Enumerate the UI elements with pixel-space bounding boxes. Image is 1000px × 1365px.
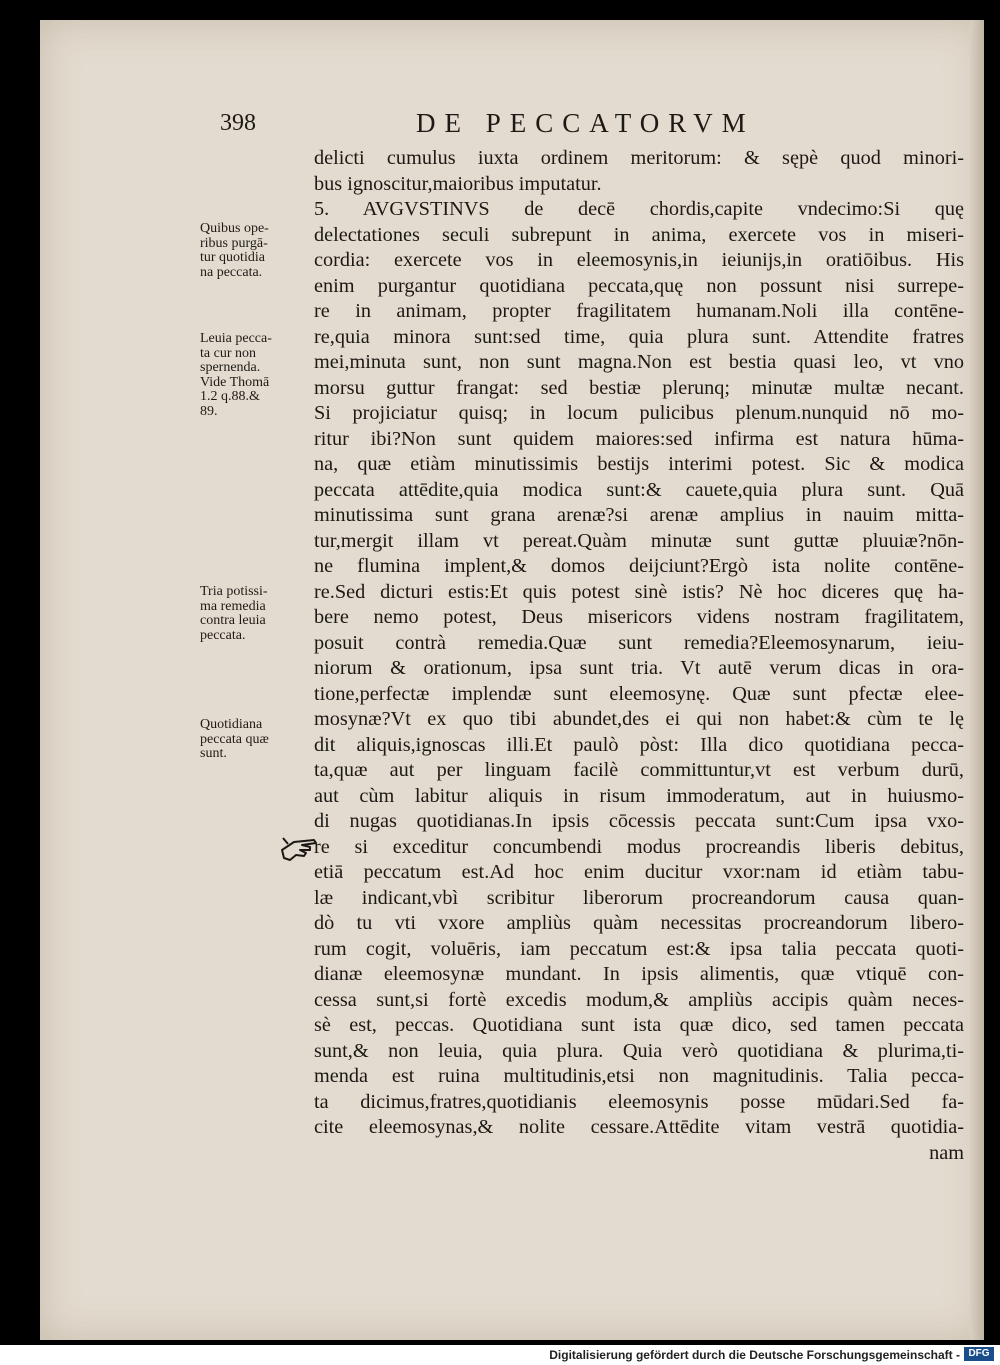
text-line: etiā peccatum est.Ad hoc enim ducitur vxor:nam id etiàm tabu- <box>314 861 964 883</box>
funding-credit: Digitalisierung gefördert durch die Deutsche Forschungsgemeinschaft - <box>549 1348 960 1362</box>
catchword: nam <box>929 1141 964 1164</box>
margin-note-4 <box>200 718 320 762</box>
page-edge <box>970 20 984 1340</box>
margin-note-line: contra leuia <box>200 613 266 628</box>
running-title: DE PECCATORVM <box>416 108 755 138</box>
margin-note-line: Leuia pecca- <box>200 331 272 346</box>
text-line: ritur ibi?Non sunt quidem maiores:sed infirma est natura hūma- <box>314 427 964 450</box>
margin-note-line: peccata. <box>200 627 246 643</box>
text-line: ta,quæ aut per linguam facilè committuntur,vt est verbum durū, <box>314 759 964 781</box>
text-line: re si exceditur concumbendi modus procreandis liberis debitus, <box>314 835 964 858</box>
margin-note-line: na peccata. <box>200 264 263 280</box>
margin-note-line: 1.2 q.88.& <box>200 389 260 404</box>
text-line: cordia: exercete vos in eleemosynis,in ieiunijs,in oratiōibus. His <box>314 249 964 271</box>
footer-bar <box>0 1345 1000 1365</box>
text-line: enim purgantur quotidiana peccata,quę non possunt nisi surrepe- <box>314 274 964 297</box>
body-text <box>314 146 964 1166</box>
text-line: bere nemo potest, Deus misericors videns nostram fragilitatem, <box>314 606 964 628</box>
margin-note-line: spernenda. <box>200 360 261 375</box>
margin-note-line: 89. <box>200 403 218 419</box>
text-line: tur,mergit illam vt pereat.Quàm minutæ sunt guttæ pluuiæ?nōn- <box>314 529 964 552</box>
text-line: rum cogit, voluēris, iam peccatum est:& ipsa talia peccata quoti- <box>314 937 964 960</box>
text-line: læ indicant,vbì scribitur liberorum procreandorum causa quan- <box>314 886 964 909</box>
text-line: di nugas quotidianas.In ipsis cōcessis peccata sunt:Cum ipsa vxo- <box>314 810 964 832</box>
text-line: minutissima sunt grana arenæ?si arenæ amplius in nauim mitta- <box>314 504 964 526</box>
text-line: peccata attēdite,quia modica sunt:& cauete,quia plura sunt. Quā <box>314 478 964 501</box>
margin-note-2 <box>200 332 320 419</box>
dfg-logo: DFG <box>964 1347 994 1361</box>
margin-note-line: Vide Thomā <box>200 374 270 390</box>
text-line: delicti cumulus iuxta ordinem meritorum: & sępè quod minori- <box>314 147 964 169</box>
margin-note-line: Quotidiana <box>200 717 263 732</box>
text-line: menda est ruina multitudinis,etsi non magnitudinis. Talia pecca- <box>314 1065 964 1087</box>
margin-note-3 <box>200 585 320 643</box>
text-line: mei,minuta sunt, non sunt magna.Non est bestia quasi leo, vt vno <box>314 351 964 373</box>
text-line: dianæ eleemosynæ mundant. In ipsis alimentis, quæ vtiquē con- <box>314 963 964 985</box>
text-line: cite eleemosynas,& nolite cessare.Attēdite vitam vestrā quotidia- <box>314 1116 964 1138</box>
text-line: re,quia minora sunt:sed time, quia plura sunt. Attendite fratres <box>314 325 964 348</box>
text-line: dò tu vti vxore ampliùs quàm necessitas procreandorum libero- <box>314 912 964 934</box>
text-line: niorum & orationum, ipsa sunt tria. Vt autē verum dicas in ora- <box>314 657 964 679</box>
text-line: Si projiciatur quisq; in locum pulicibus plenum.nunquid nō mo- <box>314 402 964 424</box>
margin-note-line: ma remedia <box>200 598 266 614</box>
margin-note-1 <box>200 222 320 280</box>
text-line: tione,perfectæ implendæ sunt eleemosynę. Quæ sunt pfectæ elee- <box>314 682 964 705</box>
text-line: sè est, peccas. Quotidiana sunt ista quæ dico, sed tamen peccata <box>314 1014 964 1036</box>
text-line: delectationes seculi subrepunt in anima, exercete vos in miseri- <box>314 223 964 246</box>
text-line: morsu guttur frangat: sed bestiæ plerunq; minutæ multæ necant. <box>314 376 964 399</box>
text-line: 5. AVGVSTINVS de decē chordis,capite vndecimo:Si quę <box>314 198 964 220</box>
text-line: re.Sed dicturi estis:Et quis potest sinè istis? Nè hoc diceres quę ha- <box>314 580 964 603</box>
text-line: bus ignoscitur,maioribus imputatur. <box>314 172 602 195</box>
text-line: aut cùm labitur aliquis in risum immoderatum, aut in huiusmo- <box>314 784 964 807</box>
text-line: dit aliquis,ignoscas illi.Et paulò pòst: Illa dico quotidiana pecca- <box>314 733 964 756</box>
text-line: na, quæ etiàm minutissimis bestijs interimi potest. Sic & modica <box>314 453 964 475</box>
text-line: ta dicimus,fratres,quotidianis eleemosynis posse mūdari.Sed fa- <box>314 1090 964 1113</box>
text-line: cessa sunt,si fortè excedis modum,& ampliùs accipis quàm neces- <box>314 988 964 1011</box>
margin-note-line: sunt. <box>200 746 227 761</box>
text-line: posuit contrà remedia.Quæ sunt remedia?Eleemosynarum, ieiu- <box>314 631 964 654</box>
margin-note-line: tur quotidia <box>200 250 265 265</box>
margin-note-line: peccata quæ <box>200 731 269 747</box>
text-line: sunt,& non leuia, quia plura. Quia verò quotidiana & plurima,ti- <box>314 1039 964 1062</box>
text-line: mosynæ?Vt ex quo tibi abundet,des ei qui non habet:& cùm te lę <box>314 708 964 730</box>
page-header <box>220 110 860 150</box>
margin-note-line: Tria potissi- <box>200 584 268 599</box>
text-line: ne flumina implent,& domos deijciunt?Ergò ista nolite contēne- <box>314 555 964 577</box>
text-line: re in animam, propter fragilitatem humanam.Noli illa contēne- <box>314 300 964 322</box>
margin-note-line: Quibus ope- <box>200 221 269 236</box>
margin-note-line: ta cur non <box>200 345 256 361</box>
margin-note-line: ribus purgā- <box>200 235 268 251</box>
page-number: 398 <box>220 110 256 136</box>
